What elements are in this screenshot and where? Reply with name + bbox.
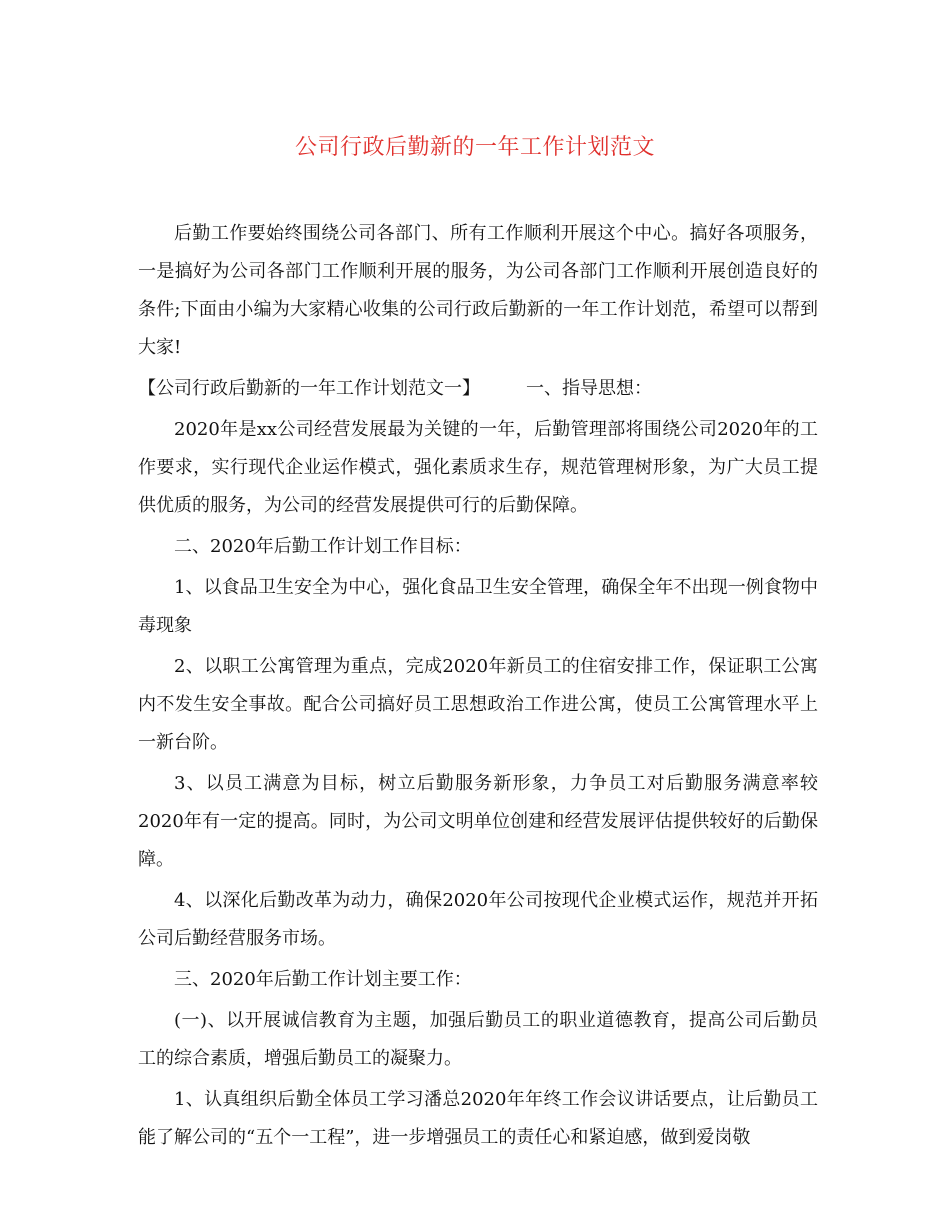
paragraph-5: 3、以员工满意为目标，树立后勤服务新形象，力争员工对后勤服务满意率较2020年有一定的提高。同时，为公司文明单位创建和经营发展评估提供较好的后勤保障。	[138, 773, 818, 870]
document-body	[138, 215, 818, 1160]
paragraph-7: 三、2020年后勤工作计划主要工作：	[174, 969, 472, 990]
paragraph-1: 2020年是xx公司经营发展最为关键的一年，后勤管理部将围绕公司2020年的工作要求，实行现代企业运作模式，强化素质求生存，规范管理树形象，为广大员工提供优质的服务，为公司的经营发展提供可行的后勤保障。	[138, 419, 818, 516]
document-title: 公司行政后勤新的一年工作计划范文	[294, 135, 655, 160]
paragraph-2: 二、2020年后勤工作计划工作目标：	[174, 536, 472, 557]
paragraph-8: (一)、以开展诚信教育为主题，加强后勤员工的职业道德教育，提高公司后勤员工的综合素质，增强后勤员工的凝聚力。	[138, 1010, 818, 1069]
paragraph-4: 2、以职工公寓管理为重点，完成2020年新员工的住宿安排工作，保证职工公寓内不发生安全事故。配合公司搞好员工思想政治工作进公寓，使员工公寓管理水平上一新台阶。	[138, 656, 818, 753]
intro-paragraph: 后勤工作要始终围绕公司各部门、所有工作顺利开展这个中心。搞好各项服务，一是搞好为公司各部门工作顺利开展的服务，为公司各部门工作顺利开展创造良好的条件;下面由小编为大家精心收集的公司行政后勤新的一年工作计划范，希望可以帮到大家!	[138, 223, 818, 358]
guiding-heading: 一、指导思想：	[526, 378, 652, 399]
section-heading-line	[138, 370, 818, 408]
section-heading: 【公司行政后勤新的一年工作计划范文一】	[138, 378, 480, 399]
paragraph-9: 1、认真组织后勤全体员工学习潘总2020年年终工作会议讲话要点，让后勤员工能了解公司的“五个一工程”，进一步增强员工的责任心和紧迫感，做到爱岗敬	[138, 1089, 818, 1148]
paragraph-3: 1、以食品卫生安全为中心，强化食品卫生安全管理，确保全年不出现一例食物中毒现象	[138, 577, 818, 636]
paragraph-6: 4、以深化后勤改革为动力，确保2020年公司按现代企业模式运作，规范并开拓公司后勤经营服务市场。	[138, 890, 818, 949]
